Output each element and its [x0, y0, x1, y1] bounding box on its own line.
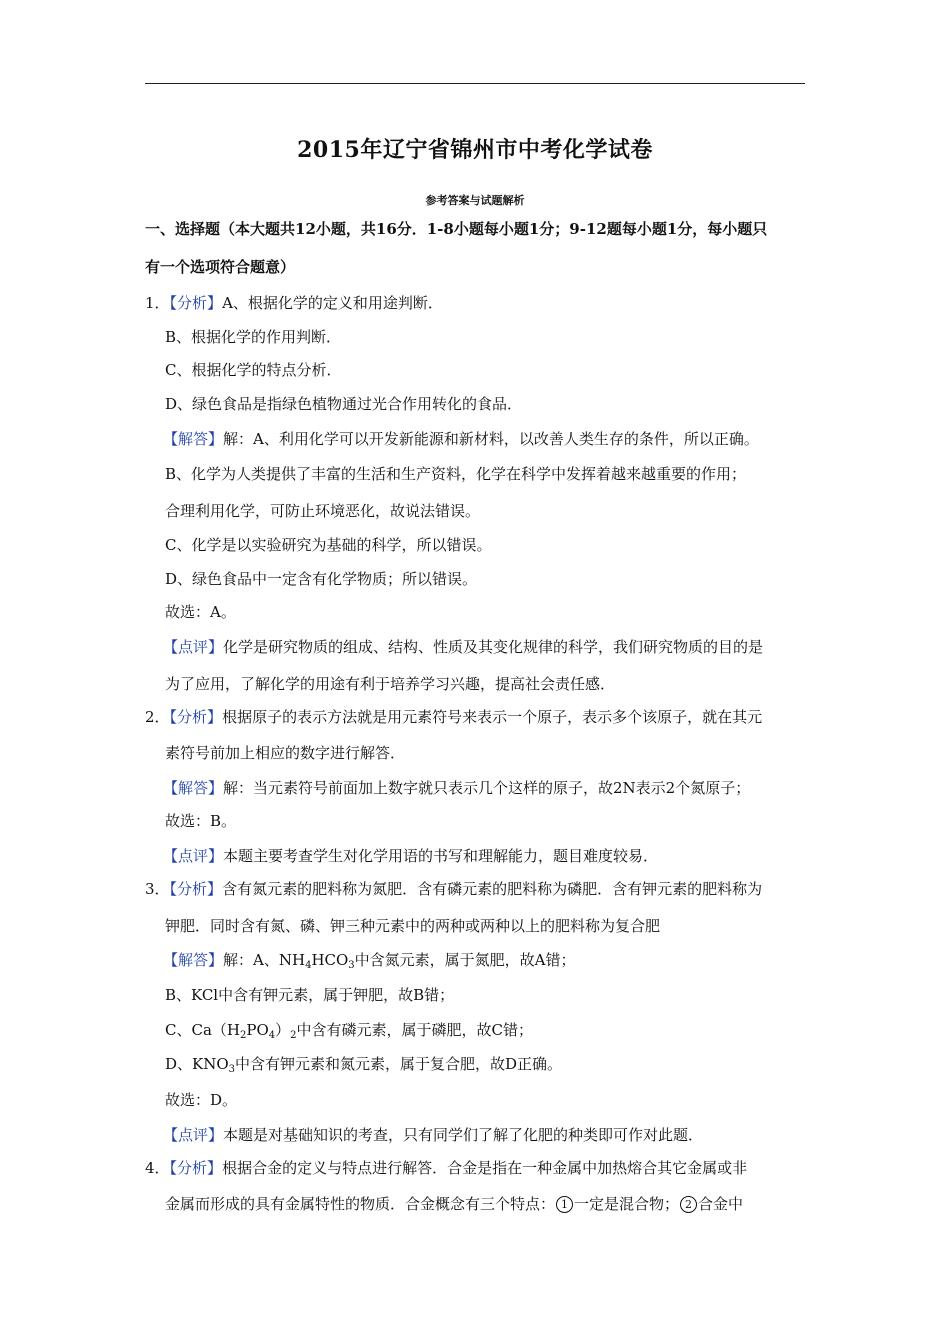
analysis-tag: 【分析】: [169, 1159, 223, 1177]
q1-analysis-c: C、根据化学的特点分析．: [165, 361, 342, 379]
q2-choice: 故选：B。: [165, 812, 237, 830]
q3-analysis-text: 含有氮元素的肥料称为氮肥．含有磷元素的肥料称为磷肥．含有钾元素的肥料称为: [222, 880, 763, 898]
q4-analysis-text: 根据合金的定义与特点进行解答．合金是指在一种金属中加热熔合其它金属或非: [222, 1159, 748, 1177]
header-rule: [145, 83, 805, 84]
q1-number: 1．: [145, 294, 170, 312]
q3-answer-text: 中含氮元素，属于氮肥，故A错；: [354, 951, 576, 969]
subscript: 2: [290, 1030, 297, 1041]
section-heading: 一、选择题（本大题共12小题，共16分．1-8小题每小题1分；9-12题每小题1分，每小题只: [145, 220, 768, 238]
q4-analysis-cont-text: 金属而形成的具有金属特性的物质．合金概念有三个特点：: [165, 1195, 556, 1213]
page-title: 2015年辽宁省锦州市中考化学试卷: [297, 137, 653, 163]
q4-analysis-cont-text: 合金中: [698, 1195, 744, 1213]
q4-analysis: [145, 1158, 747, 1178]
q1-answer-c: C、化学是以实验研究为基础的科学，所以错误。: [165, 536, 492, 554]
comment-tag: 【点评】: [163, 1126, 224, 1144]
q4-number: 4．: [145, 1159, 170, 1177]
q3-answer-b: B、KCl中含有钾元素，属于钾肥，故B错；: [165, 986, 455, 1004]
subscript: 4: [305, 960, 312, 971]
q2-analysis-cont: 素符号前加上相应的数字进行解答．: [165, 744, 406, 762]
q1-answer-d: D、绿色食品中一定含有化学物质；所以错误。: [165, 570, 478, 588]
q3-answer-d-text: 中含有钾元素和氮元素，属于复合肥，故D正确。: [235, 1055, 563, 1073]
subscript: 4: [268, 1030, 276, 1041]
q3-answer-c-text: 中含有磷元素，属于磷肥，故C错；: [296, 1021, 533, 1039]
q3-comment: [163, 1125, 703, 1145]
answer-tag: 【解答】: [163, 430, 224, 448]
q3-answer-c-text: C、Ca（H: [165, 1021, 240, 1039]
comment-tag: 【点评】: [163, 847, 224, 865]
q4-analysis-cont-text: 一定是混合物；: [574, 1195, 680, 1213]
page-subtitle: 参考答案与试题解析: [425, 194, 525, 207]
analysis-tag: 【分析】: [169, 294, 223, 312]
q3-answer-c-text: PO: [246, 1021, 269, 1039]
q2-comment: [163, 846, 658, 866]
q3-comment-text: 本题是对基础知识的考查，只有同学们了解了化肥的种类即可作对此题．: [223, 1126, 704, 1144]
answer-tag: 【解答】: [163, 779, 224, 797]
analysis-tag: 【分析】: [169, 880, 223, 898]
q1-analysis-b: B、根据化学的作用判断．: [165, 328, 342, 346]
q3-answer-text: HCO: [311, 951, 349, 969]
q3-analysis: [145, 879, 762, 899]
q1-answer-b: B、化学为人类提供了丰富的生活和生产资料，化学在科学中发挥着越来越重要的作用；: [165, 465, 747, 483]
q3-answer-d-text: D、KNO: [165, 1055, 229, 1073]
q1-choice: 故选：A。: [165, 603, 236, 621]
q3-analysis-cont: 钾肥．同时含有氮、磷、钾三种元素中的两种或两种以上的肥料称为复合肥: [165, 917, 661, 935]
q1-analysis-d: D、绿色食品是指绿色植物通过光合作用转化的食品．: [165, 395, 523, 413]
q2-analysis-text: 根据原子的表示方法就是用元素符号来表示一个原子，表示多个该原子，就在其元: [222, 708, 763, 726]
analysis-tag: 【分析】: [169, 708, 223, 726]
answer-tag: 【解答】: [163, 951, 224, 969]
q1-answer-b-cont: 合理利用化学，可防止环境恶化，故说法错误。: [165, 502, 481, 520]
q3-answer-text: 解：A、NH: [223, 951, 306, 969]
q3-answer-c-text: ）: [275, 1021, 291, 1039]
q2-answer-text: 解：当元素符号前面加上数字就只表示几个这样的原子，故2N表示2个氮原子；: [223, 779, 751, 797]
circled-number: 1: [556, 1196, 573, 1213]
q1-analysis-text: A、根据化学的定义和用途判断．: [222, 294, 443, 312]
q2-number: 2．: [145, 708, 170, 726]
q3-number: 3．: [145, 880, 170, 898]
q1-comment-cont: 为了应用，了解化学的用途有利于培养学习兴趣，提高社会责任感．: [165, 675, 616, 693]
q3-answer: [163, 950, 576, 970]
q2-analysis: [145, 707, 762, 727]
section-heading-cont: 有一个选项符合题意）: [145, 258, 296, 276]
comment-tag: 【点评】: [163, 638, 224, 656]
q3-answer-d: [165, 1054, 562, 1074]
circled-number: 2: [680, 1196, 697, 1213]
q1-answer-text: 解：A、利用化学可以开发新能源和新材料，以改善人类生存的条件，所以正确。: [223, 430, 759, 448]
q1-analysis: [145, 293, 443, 313]
subscript: 3: [348, 960, 355, 971]
q1-comment-text: 化学是研究物质的组成、结构、性质及其变化规律的科学，我们研究物质的目的是: [223, 638, 764, 656]
q3-choice: 故选：D。: [165, 1091, 238, 1109]
subscript: 3: [228, 1064, 236, 1075]
q4-analysis-cont: [165, 1194, 743, 1214]
q1-answer: [163, 429, 759, 449]
q3-answer-c: [165, 1020, 533, 1040]
q2-answer: [163, 778, 750, 798]
q1-comment: [163, 637, 763, 657]
q2-comment-text: 本题主要考查学生对化学用语的书写和理解能力，题目难度较易．: [223, 847, 659, 865]
subscript: 2: [239, 1030, 247, 1041]
